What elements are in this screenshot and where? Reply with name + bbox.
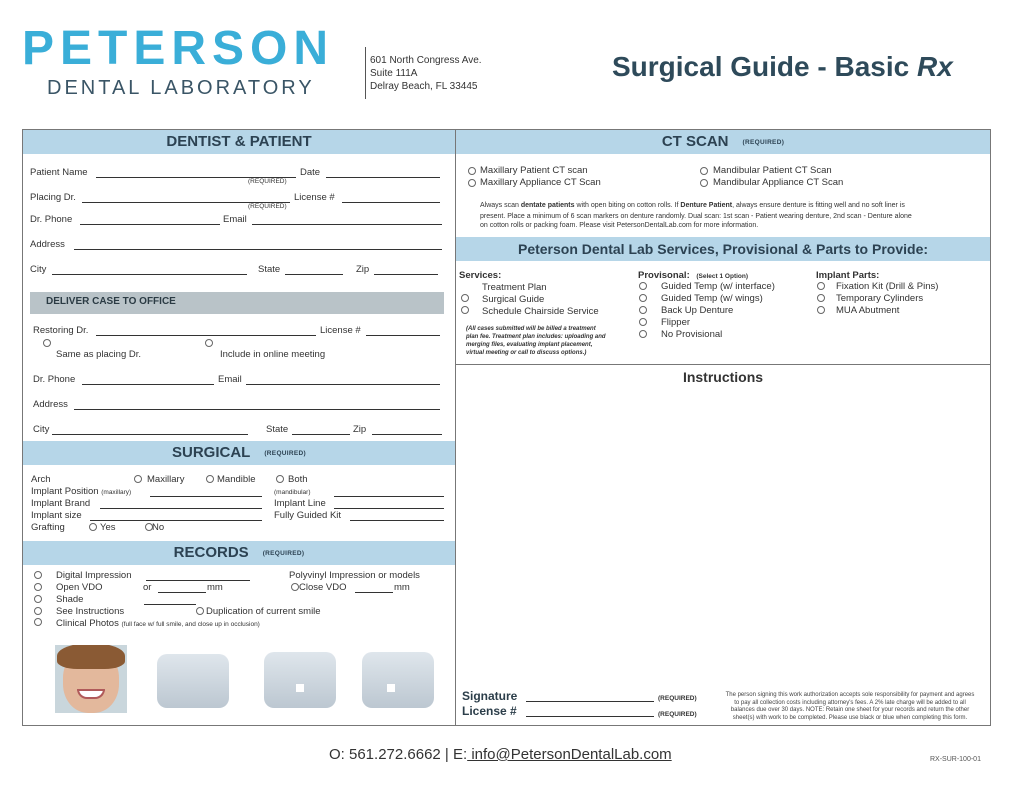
- deliver-license-label: License #: [320, 325, 361, 336]
- records-title: RECORDS: [173, 544, 249, 561]
- deliver-zip-field[interactable]: [372, 434, 442, 435]
- instructions-area[interactable]: [460, 390, 986, 680]
- open-vdo-mm: mm: [207, 582, 223, 593]
- logo-peterson: PETERSON: [22, 22, 335, 75]
- lab-address: [370, 54, 482, 93]
- deliver-case-heading: DELIVER CASE TO OFFICE: [30, 292, 444, 314]
- instructions-divider: [456, 364, 991, 365]
- state-field[interactable]: [285, 274, 343, 275]
- placing-dr-label: Placing Dr.: [30, 192, 76, 203]
- maxillary-label: Maxillary: [147, 474, 185, 485]
- digital-impression-label: Digital Impression: [56, 570, 132, 581]
- title-main: Surgical Guide - Basic: [612, 51, 917, 82]
- digital-impression-field[interactable]: [146, 580, 250, 581]
- guided-temp-interface-radio[interactable]: [639, 282, 647, 290]
- max-appliance-ct-radio[interactable]: [468, 179, 476, 187]
- max-patient-ct-radio[interactable]: [468, 167, 476, 175]
- implant-position-label: [31, 486, 131, 497]
- maxillary-note: (maxillary): [101, 489, 132, 496]
- fully-guided-field[interactable]: [350, 520, 444, 521]
- implant-size-label: Implant size: [31, 510, 82, 521]
- disclaimer-line-1: The person signing this work authorization accepts sole responsibility for payment and agrees: [725, 692, 975, 698]
- implant-brand-field[interactable]: [100, 508, 262, 509]
- disclaimer-line-2: to pay all collection costs including attorney's fees. A 2% late charge will be added to all: [734, 699, 966, 706]
- ct-scan-required: (REQUIRED): [742, 139, 785, 146]
- address-label: Address: [30, 239, 65, 250]
- temp-cylinders-label: Temporary Cylinders: [836, 293, 924, 304]
- deliver-address-field[interactable]: [74, 409, 440, 410]
- ct-note-c: with open biting on cotton rolls. If: [574, 202, 681, 209]
- disclaimer-line-4: sheet(s) with work to be completed. Please use black or blue when completing this form.: [732, 714, 968, 721]
- digital-impression-radio[interactable]: [34, 571, 42, 579]
- zip-label: Zip: [356, 264, 370, 275]
- email-field[interactable]: [252, 224, 442, 225]
- deliver-phone-label: Dr. Phone: [33, 374, 76, 385]
- pvs-label: Polyvinyl Impression or models: [289, 570, 420, 581]
- scan-marker-3: [387, 684, 395, 692]
- address-line-2: Suite 111A: [370, 68, 418, 79]
- deliver-zip-label: Zip: [353, 424, 367, 435]
- mua-abutment-label: MUA Abutment: [836, 305, 900, 316]
- column-divider: [455, 129, 456, 726]
- open-vdo-field[interactable]: [158, 592, 206, 593]
- or-label: or: [143, 582, 152, 593]
- email-label: Email: [223, 214, 247, 225]
- patient-name-required: (REQUIRED): [248, 178, 287, 185]
- maxillary-radio[interactable]: [134, 475, 142, 483]
- deliver-email-field[interactable]: [246, 384, 440, 385]
- treatment-plan-label: Treatment Plan: [482, 282, 547, 293]
- fixation-kit-label: Fixation Kit (Drill & Pins): [836, 281, 939, 292]
- deliver-address-label: Address: [33, 399, 68, 410]
- signature-field[interactable]: [526, 701, 654, 702]
- dentist-patient-heading: DENTIST & PATIENT: [23, 130, 455, 154]
- signature-label: Signature: [462, 689, 518, 703]
- surgical-title: SURGICAL: [172, 444, 251, 461]
- grafting-label: Grafting: [31, 522, 65, 533]
- surgical-guide-radio[interactable]: [461, 294, 469, 302]
- flipper-radio[interactable]: [639, 318, 647, 326]
- fixation-kit-radio[interactable]: [817, 282, 825, 290]
- patient-name-label: Patient Name: [30, 167, 88, 178]
- ct-note-e: , always ensure denture is fitting well and no soft liner is: [732, 202, 905, 209]
- shade-radio[interactable]: [34, 595, 42, 603]
- close-vdo-field[interactable]: [355, 592, 393, 593]
- license-field[interactable]: [342, 202, 440, 203]
- form-title: [612, 51, 953, 83]
- clinical-photos-text: Clinical Photos: [56, 618, 119, 629]
- mandibular-note: (mandibular): [274, 489, 311, 496]
- deliver-license-field[interactable]: [366, 335, 440, 336]
- logo-dental-laboratory: DENTAL LABORATORY: [47, 77, 315, 99]
- close-vdo-radio[interactable]: [291, 583, 299, 591]
- no-provisional-radio[interactable]: [639, 330, 647, 338]
- implant-line-field[interactable]: [334, 508, 444, 509]
- implant-size-field[interactable]: [90, 520, 262, 521]
- dr-phone-field[interactable]: [80, 224, 220, 225]
- close-vdo-mm: mm: [394, 582, 410, 593]
- online-meeting-radio[interactable]: [205, 339, 213, 347]
- guided-temp-wings-label: Guided Temp (w/ wings): [661, 293, 763, 304]
- mand-appliance-ct-radio[interactable]: [700, 179, 708, 187]
- chairside-radio[interactable]: [461, 306, 469, 314]
- deliver-phone-field[interactable]: [82, 384, 214, 385]
- close-vdo-label: Close VDO: [299, 582, 347, 593]
- surgical-heading: [23, 441, 455, 465]
- hair-shape: [57, 645, 125, 669]
- disclaimer: [712, 692, 988, 722]
- deliver-city-label: City: [33, 424, 50, 435]
- provisional-text: Provisonal:: [638, 270, 690, 281]
- services-note-2: plan fee. Treatment plan includes: uploading and: [466, 334, 606, 340]
- scan-marker-2: [296, 684, 304, 692]
- backup-denture-label: Back Up Denture: [661, 305, 734, 316]
- grafting-no-label: No: [152, 522, 165, 533]
- zip-field[interactable]: [374, 274, 438, 275]
- deliver-city-field[interactable]: [52, 434, 248, 435]
- flipper-label: Flipper: [661, 317, 691, 328]
- footer-email-link[interactable]: info@PetersonDentalLab.com: [467, 746, 672, 763]
- implant-position-max-field[interactable]: [150, 496, 262, 497]
- ct-scan-heading: [456, 130, 990, 154]
- services-note-4: virtual meeting or call to discuss options.): [466, 350, 587, 356]
- fully-guided-label: Fully Guided Kit: [274, 510, 342, 521]
- signature-required: (REQUIRED): [658, 695, 697, 702]
- shade-label: Shade: [56, 594, 84, 605]
- grafting-yes-radio[interactable]: [89, 523, 97, 531]
- provisional-label: [638, 270, 748, 281]
- temp-cylinders-radio[interactable]: [817, 294, 825, 302]
- address-divider: [365, 47, 366, 99]
- dr-phone-label: Dr. Phone: [30, 214, 73, 225]
- mand-appliance-ct-label: Mandibular Appliance CT Scan: [713, 177, 844, 188]
- max-patient-ct-label: Maxillary Patient CT scan: [480, 165, 588, 176]
- open-vdo-label: Open VDO: [56, 582, 103, 593]
- deliver-state-field[interactable]: [292, 434, 350, 435]
- license-label: License #: [294, 192, 335, 203]
- mandible-label: Mandible: [217, 474, 256, 485]
- deliver-email-label: Email: [218, 374, 242, 385]
- license-sign-field[interactable]: [526, 716, 654, 717]
- no-provisional-label: No Provisional: [661, 329, 723, 340]
- mand-patient-ct-label: Mandibular Patient CT Scan: [713, 165, 832, 176]
- both-label: Both: [288, 474, 308, 485]
- records-required: (REQUIRED): [262, 550, 305, 557]
- clinical-photos-note: (full face w/ full smile, and close up in occlusion): [121, 621, 260, 628]
- grafting-yes-label: Yes: [100, 522, 116, 533]
- date-field[interactable]: [326, 177, 440, 178]
- mandible-radio[interactable]: [206, 475, 214, 483]
- same-as-placing-radio[interactable]: [43, 339, 51, 347]
- model-photo-2: [264, 652, 336, 708]
- instructions-heading: Instructions: [682, 369, 764, 385]
- address-field[interactable]: [74, 249, 442, 250]
- both-radio[interactable]: [276, 475, 284, 483]
- implant-parts-label: Implant Parts:: [816, 270, 880, 281]
- backup-denture-radio[interactable]: [639, 306, 647, 314]
- see-instructions-radio[interactable]: [34, 607, 42, 615]
- address-line-1: 601 North Congress Ave.: [370, 55, 482, 66]
- state-label: State: [258, 264, 281, 275]
- records-heading: [23, 541, 455, 565]
- services-note-1: (All cases submitted will be billed a treatment: [466, 326, 596, 332]
- surgical-required: (REQUIRED): [264, 450, 306, 457]
- duplication-radio[interactable]: [196, 607, 204, 615]
- ct-note-line-1: [480, 202, 905, 209]
- guided-temp-interface-label: Guided Temp (w/ interface): [661, 281, 775, 292]
- restoring-dr-field[interactable]: [96, 335, 316, 336]
- ct-note-d: Denture Patient: [680, 202, 733, 209]
- provisional-select: (Select 1 Option): [696, 273, 749, 280]
- arch-label: Arch: [31, 474, 51, 485]
- max-appliance-ct-label: Maxillary Appliance CT Scan: [480, 177, 601, 188]
- ct-note-a: Always scan: [480, 202, 521, 209]
- smile-photo: [55, 645, 127, 713]
- services-label: Services:: [459, 270, 502, 281]
- shade-field[interactable]: [144, 604, 196, 605]
- mua-abutment-radio[interactable]: [817, 306, 825, 314]
- same-as-placing-label: Same as placing Dr.: [56, 349, 142, 360]
- implant-brand-label: Implant Brand: [31, 498, 91, 509]
- footer-contact: [329, 746, 672, 763]
- mand-patient-ct-radio[interactable]: [700, 167, 708, 175]
- city-field[interactable]: [52, 274, 247, 275]
- implant-position-mand-field[interactable]: [334, 496, 444, 497]
- form-code: RX-SUR-100-01: [930, 756, 981, 763]
- duplication-label: Duplication of current smile: [206, 606, 321, 617]
- restoring-dr-label: Restoring Dr.: [33, 325, 89, 336]
- guided-temp-wings-radio[interactable]: [639, 294, 647, 302]
- footer-phone: O: 561.272.6662 | E:: [329, 746, 468, 763]
- see-instructions-label: See Instructions: [56, 606, 125, 617]
- chairside-label: Schedule Chairside Service: [482, 306, 599, 317]
- surgical-guide-label: Surgical Guide: [482, 294, 545, 305]
- city-label: City: [30, 264, 47, 275]
- license-sign-label: License #: [462, 704, 517, 718]
- ct-note-line-3: on cotton rolls or packing foam. Please visit PetersonDentalLab.com for more information.: [480, 222, 759, 229]
- disclaimer-line-3: balances due over 30 days. NOTE: Retain one sheet for your records and return the other: [730, 707, 970, 714]
- online-meeting-label: Include in online meeting: [220, 349, 326, 360]
- services-heading: Peterson Dental Lab Services, Provisional & Parts to Provide:: [456, 237, 990, 261]
- deliver-state-label: State: [266, 424, 289, 435]
- implant-position-text: Implant Position: [31, 486, 99, 497]
- address-line-3: Delray Beach, FL 33445: [370, 81, 478, 92]
- clinical-photos-radio[interactable]: [34, 618, 42, 626]
- open-vdo-radio[interactable]: [34, 583, 42, 591]
- clinical-photos-label: [56, 618, 260, 629]
- services-note-3: merging files, evaluating implant placement,: [466, 342, 593, 348]
- date-label: Date: [300, 167, 321, 178]
- ct-note-line-2: present. Place a minimum of 6 scan markers on denture randomly. Dual scan: 1st scan - Patient wearing denture, 2nd scan - Denture alone: [480, 213, 912, 220]
- implant-line-label: Implant Line: [274, 498, 326, 509]
- model-photo-1: [157, 654, 229, 708]
- license-sign-required: (REQUIRED): [658, 711, 697, 718]
- ct-scan-title: CT SCAN: [661, 133, 729, 150]
- placing-dr-required: (REQUIRED): [248, 203, 287, 210]
- model-photo-3: [362, 652, 434, 708]
- title-rx: Rx: [916, 51, 953, 82]
- ct-note-b: dentate patients: [520, 202, 575, 209]
